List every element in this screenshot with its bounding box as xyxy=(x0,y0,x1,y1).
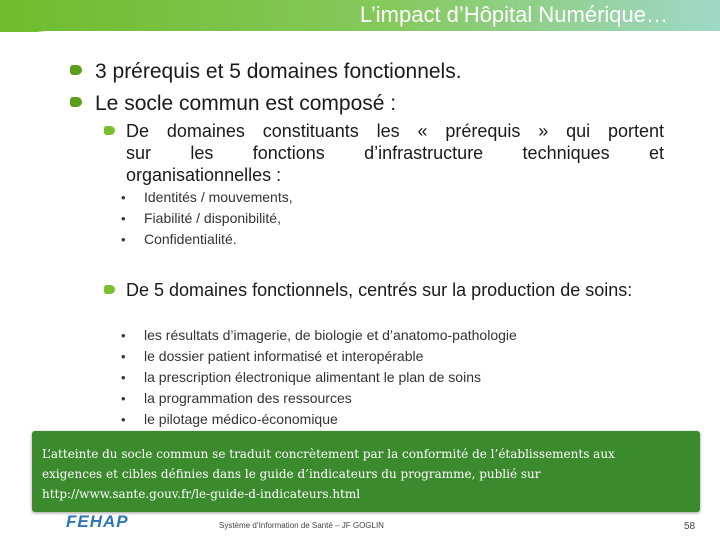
page-number: 58 xyxy=(684,521,696,532)
bullet-icon xyxy=(104,126,115,135)
header-banner xyxy=(0,0,720,32)
section-domaines-text: De 5 domaines fonctionnels, centrés sur la production de soins: xyxy=(126,280,633,300)
section-prerequis-text xyxy=(126,120,664,186)
section-prerequis-line-2: sur les fonctions d’infrastructure techniques et xyxy=(126,143,664,163)
fehap-logo: FEHAP xyxy=(66,512,129,531)
list-item-fiabilite: Fiabilité / disponibilité, xyxy=(144,210,281,226)
list-item-dossier-patient: le dossier patient informatisé et interopérable xyxy=(144,348,424,364)
bullet-icon xyxy=(70,65,82,75)
callout-text xyxy=(42,444,692,504)
callout-link[interactable]: http://www.sante.gouv.fr/le-guide-d-indicateurs.html xyxy=(42,487,361,501)
list-item-programmation: la programmation des ressources xyxy=(144,390,352,406)
callout-line-1: L’atteinte du socle commun se traduit concrètement par la conformité de l’établissements aux xyxy=(42,447,615,461)
slide-title: L’impact d’Hôpital Numérique… xyxy=(359,2,668,27)
list-bullet: • xyxy=(121,391,126,406)
list-bullet: • xyxy=(121,328,126,343)
footer-text: Système d’Information de Santé – JF GOGLIN xyxy=(219,521,384,530)
list-item-imagerie: les résultats d’imagerie, de biologie et d’anatomo-pathologie xyxy=(144,327,517,343)
list-item-pilotage: le pilotage médico-économique xyxy=(144,411,338,427)
list-bullet: • xyxy=(121,190,126,205)
list-bullet: • xyxy=(121,211,126,226)
section-prerequis-line-3: organisationnelles : xyxy=(126,165,282,185)
callout-box xyxy=(32,431,700,512)
list-bullet: • xyxy=(121,412,126,427)
list-bullet: • xyxy=(121,370,126,385)
point-prerequis: 3 prérequis et 5 domaines fonctionnels. xyxy=(95,60,462,83)
section-prerequis-line-1: De domaines constituants les « prérequis » qui portent xyxy=(126,121,664,141)
list-bullet: • xyxy=(121,349,126,364)
list-item-confidentialite: Confidentialité. xyxy=(144,231,237,247)
bullet-icon xyxy=(70,97,82,107)
list-bullet: • xyxy=(121,232,126,247)
bullet-icon xyxy=(104,285,115,294)
point-socle-commun: Le socle commun est composé : xyxy=(95,92,397,115)
callout-line-2: exigences et cibles définies dans le guide d’indicateurs du programme, publié sur xyxy=(42,467,541,481)
list-item-prescription: la prescription électronique alimentant le plan de soins xyxy=(144,369,481,385)
list-item-identites: Identités / mouvements, xyxy=(144,189,293,205)
